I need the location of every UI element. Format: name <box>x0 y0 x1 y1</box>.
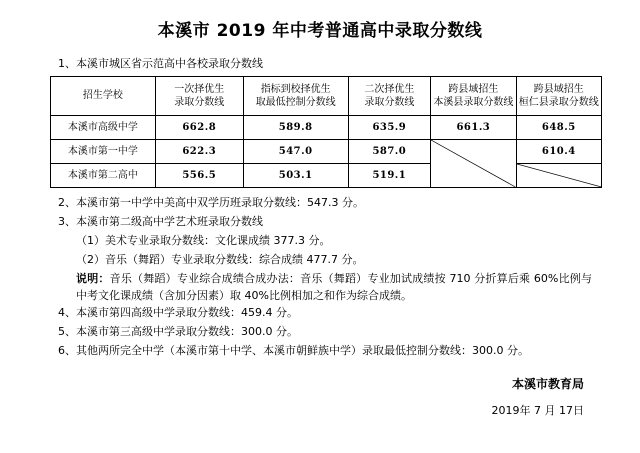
table-row <box>51 140 602 164</box>
note-block <box>28 270 612 304</box>
col-header-quota: 指标到校择优生 取最低控制分数线 <box>243 77 348 116</box>
item-5: 5、本溪市第三高级中学录取分数线：300.0 分。 <box>58 325 298 339</box>
cell-school: 本溪市第一中学 <box>51 140 156 164</box>
table-row <box>51 164 602 188</box>
note-label: 说明： <box>76 272 110 286</box>
item-3-sub-1: （1）美术专业录取分数线：文化课成绩 377.3 分。 <box>76 234 331 248</box>
cell-first-choice: 622.3 <box>155 140 243 164</box>
cell-huanren-county: 610.4 <box>516 140 601 164</box>
signature: 本溪市教育局 <box>511 377 584 392</box>
item-3: 3、本溪市第二级高中学艺术班录取分数线 <box>58 215 263 229</box>
note-text: 音乐（舞蹈）专业综合成绩合成办法：音乐（舞蹈）专业加试成绩按 710 分折算后乘 60%比例与中考文化课成绩（含加分因素）取 40%比例相加之和作为综合成绩。 <box>76 272 593 303</box>
item-6: 6、其他两所完全中学（本溪市第十中学、本溪市朝鲜族中学）录取最低控制分数线：300.0 分。 <box>58 344 529 358</box>
cell-quota: 589.8 <box>243 116 348 140</box>
section-1-label: 1、本溪市城区省示范高中各校录取分数线 <box>58 57 263 70</box>
col-header-school: 招生学校 <box>51 77 156 116</box>
col-header-huanren-county: 跨县域招生 桓仁县录取分数线 <box>516 77 601 116</box>
cell-first-choice: 556.5 <box>155 164 243 188</box>
table-header-row <box>51 77 602 116</box>
col-header-benxi-county: 跨县域招生 本溪县录取分数线 <box>431 77 516 116</box>
cell-second-choice: 587.0 <box>348 140 431 164</box>
cell-quota: 547.0 <box>243 140 348 164</box>
cell-second-choice: 635.9 <box>348 116 431 140</box>
col-header-first-choice: 一次择优生 录取分数线 <box>155 77 243 116</box>
cell-huanren-county: 648.5 <box>516 116 601 140</box>
cell-school: 本溪市高级中学 <box>51 116 156 140</box>
item-4: 4、本溪市第四高级中学录取分数线：459.4 分。 <box>58 306 298 320</box>
col-header-second-choice: 二次择优生 录取分数线 <box>348 77 431 116</box>
cell-quota: 503.1 <box>243 164 348 188</box>
item-3-sub-2: （2）音乐（舞蹈）专业录取分数线：综合成绩 477.7 分。 <box>76 253 364 267</box>
item-2: 2、本溪市第一中学中美高中双学历班录取分数线：547.3 分。 <box>58 196 364 210</box>
admission-scores-table <box>50 76 602 188</box>
scores-table-wrapper <box>28 76 612 188</box>
cell-huanren-county-empty <box>516 164 601 188</box>
cell-benxi-county-empty <box>431 140 516 188</box>
cell-school: 本溪市第二高中 <box>51 164 156 188</box>
table-row <box>51 116 602 140</box>
cell-second-choice: 519.1 <box>348 164 431 188</box>
cell-benxi-county: 661.3 <box>431 116 516 140</box>
cell-first-choice: 662.8 <box>155 116 243 140</box>
document-date: 2019年 7 月 17日 <box>491 404 584 418</box>
page-title: 本溪市 2019 年中考普通高中录取分数线 <box>157 21 483 41</box>
document-page <box>0 16 640 453</box>
